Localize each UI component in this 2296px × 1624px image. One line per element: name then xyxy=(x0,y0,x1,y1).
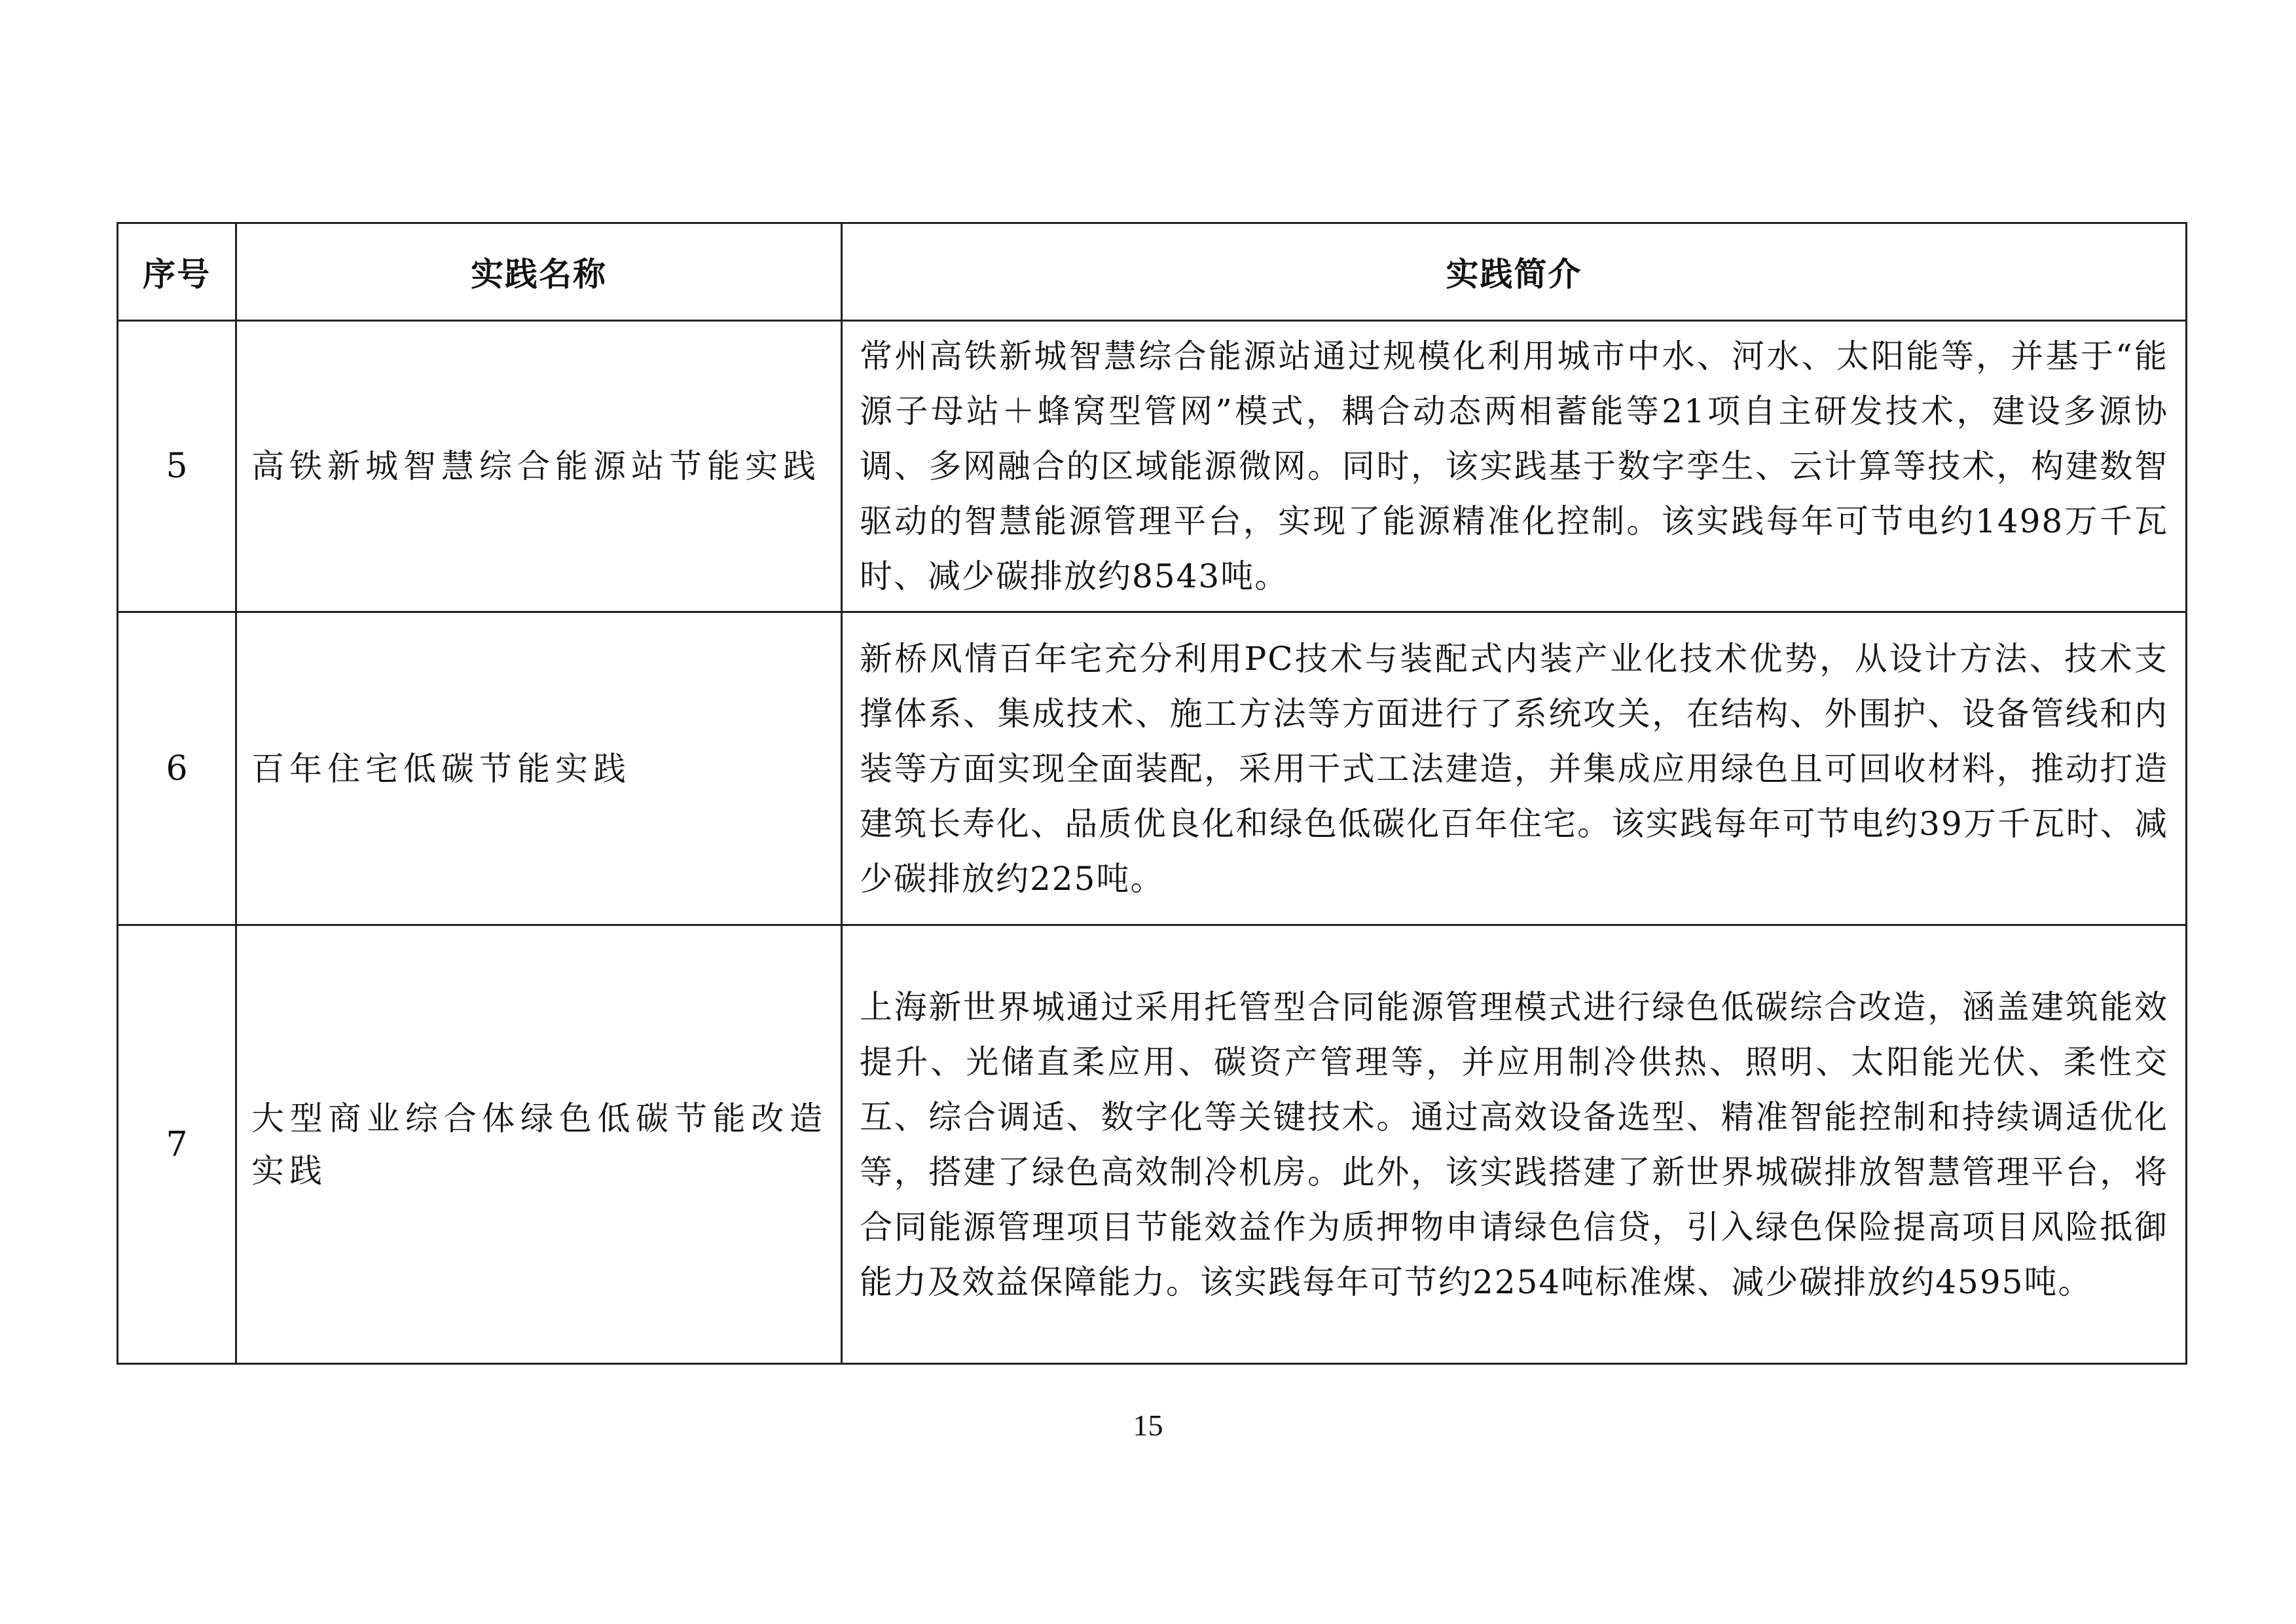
row-name: 百年住宅低碳节能实践 xyxy=(236,612,842,925)
header-description: 实践简介 xyxy=(842,223,2187,321)
row-description: 新桥风情百年宅充分利用PC技术与装配式内装产业化技术优势，从设计方法、技术支撑体系、集成技术、施工方法等方面进行了系统攻关，在结构、外围护、设备管线和内装等方面实现全面装配，采用干式工法建造，并集成应用绿色且可回收材料，推动打造建筑长寿化、品质优良化和绿色低碳化百年住宅。该实践每年可节电约39万千瓦时、减少碳排放约225吨。 xyxy=(842,612,2187,925)
page-number: 15 xyxy=(1133,1409,1163,1442)
row-index: 7 xyxy=(118,925,236,1364)
table-row xyxy=(118,925,2187,1364)
row-index: 5 xyxy=(118,321,236,612)
header-index: 序号 xyxy=(118,223,236,321)
row-name: 高铁新城智慧综合能源站节能实践 xyxy=(236,321,842,612)
row-description: 常州高铁新城智慧综合能源站通过规模化利用城市中水、河水、太阳能等，并基于“能源子母站＋蜂窝型管网”模式，耦合动态两相蓄能等21项自主研发技术，建设多源协调、多网融合的区域能源微网。同时，该实践基于数字孪生、云计算等技术，构建数智驱动的智慧能源管理平台，实现了能源精准化控制。该实践每年可节电约1498万千瓦时、减少碳排放约8543吨。 xyxy=(842,321,2187,612)
header-name: 实践名称 xyxy=(236,223,842,321)
row-description: 上海新世界城通过采用托管型合同能源管理模式进行绿色低碳综合改造，涵盖建筑能效提升、光储直柔应用、碳资产管理等，并应用制冷供热、照明、太阳能光伏、柔性交互、综合调适、数字化等关键技术。通过高效设备选型、精准智能控制和持续调适优化等，搭建了绿色高效制冷机房。此外，该实践搭建了新世界城碳排放智慧管理平台，将合同能源管理项目节能效益作为质押物申请绿色信贷，引入绿色保险提高项目风险抵御能力及效益保障能力。该实践每年可节约2254吨标准煤、减少碳排放约4595吨。 xyxy=(842,925,2187,1364)
table-row xyxy=(118,321,2187,612)
row-name: 大型商业综合体绿色低碳节能改造实践 xyxy=(236,925,842,1364)
table-row xyxy=(118,612,2187,925)
practice-table xyxy=(117,222,2187,1365)
table-header-row xyxy=(118,223,2187,321)
row-index: 6 xyxy=(118,612,236,925)
